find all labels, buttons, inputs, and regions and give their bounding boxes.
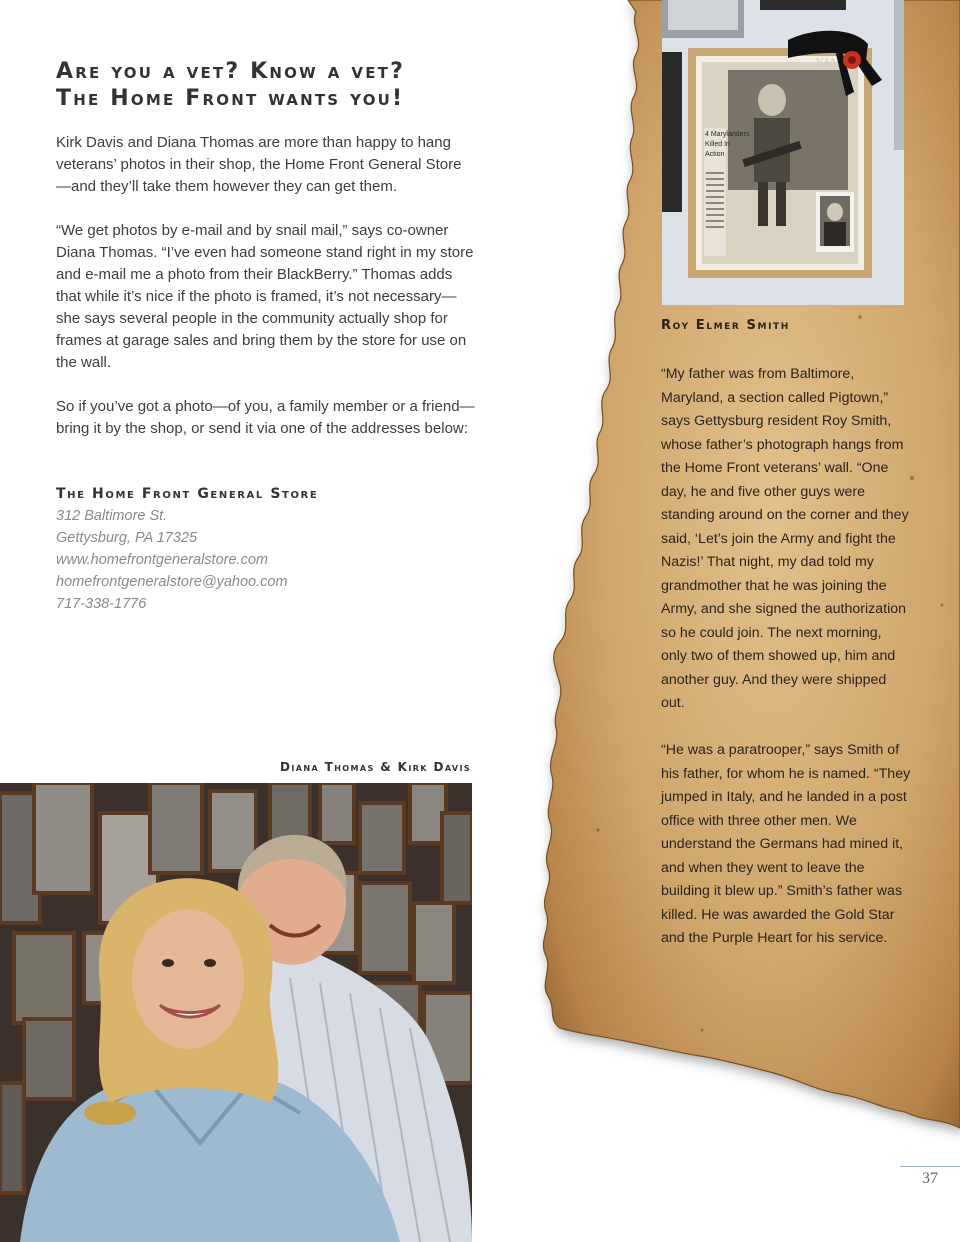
address-street: 312 Baltimore St. [56,508,168,524]
paragraph-1: Kirk Davis and Diana Thomas are more than happy to hang veterans’ photos in their shop, the Home Front General Store—and they’ll take them however they can get them. [56,134,462,195]
right-column [661,318,911,946]
headline-line-2: The Home Front wants you! [56,86,405,111]
roy-title: Roy Elmer Smith [661,318,790,333]
ribbon-text: KIA [816,55,838,69]
svg-text:Action: Action [705,151,725,158]
address-website[interactable]: www.homefrontgeneralstore.com [56,552,268,568]
clipping-text: 4 Marylanders [705,131,750,138]
paragraph-3: So if you’ve got a photo—of you, a family member or a friend—bring it by the shop, or send it via one of the addresses below: [56,398,475,437]
address-city: Gettysburg, PA 17325 [56,530,198,546]
paragraph-2: “We get photos by e-mail and by snail mail,” says co-owner Diana Thomas. “I’ve even had someone stand right in my store and e-mail me a photo from their BlackBerry.” Thomas adds that while it’s nice if the photo is framed, it’s not necessary—she says several people in the community actually shop for frames at garage sales and bring them by the store for use on the wall. [56,222,474,371]
headline [56,58,476,112]
owners-photo [0,783,472,1242]
store-title: The Home Front General Store [56,486,319,502]
page-number-rule [900,1166,960,1167]
headline-line-1: Are you a vet? Know a vet? [56,59,406,84]
address-email[interactable]: homefrontgeneralstore@yahoo.com [56,574,288,590]
svg-text:Killed In: Killed In [705,141,730,148]
store-address [56,505,476,615]
roy-quote-1: “My father was from Baltimore, Maryland, a section called Pigtown,” says Gettysburg resident Roy Smith, whose father’s photograph hangs from the Home Front veterans’ wall. “One day, he and five other guys were standing around on the corner and they said, ‘Let’s join the Army and fight the Nazis!’ That night, my dad told my grandmother that he was joining the Army, and she signed the authorization so he could join. The next morning, only two of them showed up, him and another guy. And they were shipped out. [661,366,909,711]
framed-veteran-photo [662,0,904,305]
left-column [56,58,476,612]
photo-caption-owners: Diana Thomas & Kirk Davis [280,760,471,774]
roy-quote-2: “He was a paratrooper,” says Smith of his father, for whom he is named. “They jumped in Italy, and he landed in a post office with three other men. We understand the Germans had mined it, and when they went to leave the building it blew up.” Smith’s father was killed. He was awarded the Gold Star and the Purple Heart for his service. [661,742,911,946]
page-number: 37 [922,1170,938,1187]
address-phone: 717-338-1776 [56,596,147,612]
